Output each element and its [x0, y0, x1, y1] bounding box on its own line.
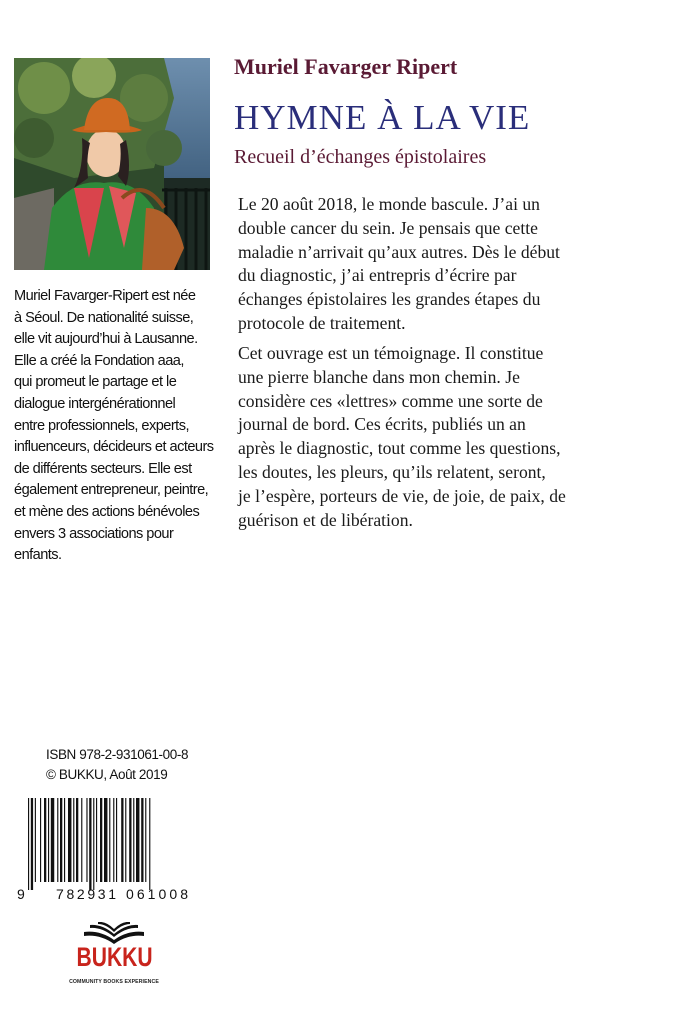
book-subtitle: Recueil d’échanges épistolaires [234, 146, 487, 168]
author-bio-line: envers 3 associations pour [14, 525, 174, 542]
author-bio-line: dialogue intergénérationnel [14, 395, 176, 412]
barcode-bar [28, 798, 29, 890]
barcode-bar [76, 798, 78, 882]
barcode-bar [44, 798, 46, 882]
barcode-bar [57, 798, 58, 882]
author-bio-line: Elle a créé la Fondation aaa, [14, 352, 184, 369]
barcode-bar [51, 798, 54, 882]
barcode-digits-left: 782931 [56, 886, 116, 902]
author-photo [14, 58, 210, 270]
barcode-bar [141, 798, 143, 882]
blurb-line: une pierre blanche dans mon chemin. Je [238, 366, 520, 387]
blurb-line: guérison et de libération. [238, 509, 413, 530]
blurb-line: maladie n’arrivait qu’aux autres. Dès le début [238, 241, 560, 262]
isbn-block [46, 745, 188, 785]
author-bio-line: de différents secteurs. Elle est [14, 460, 192, 477]
author-bio-line: Muriel Favarger-Ripert est née [14, 288, 196, 304]
barcode-digit-first: 9 [17, 886, 25, 902]
blurb-line: Cet ouvrage est un témoignage. Il constitue [238, 343, 544, 363]
blurb-line: échanges épistolaires les grandes étapes du [238, 289, 541, 310]
barcode-bar [109, 798, 110, 882]
barcode-bar [129, 798, 131, 882]
barcode-bar [48, 798, 49, 882]
blurb-line: double cancer du sein. Je pensais que cette [238, 217, 538, 238]
barcode-bar [104, 798, 107, 882]
publisher-name: BUKKU [76, 942, 153, 972]
blurb-line: protocole de traitement. [238, 312, 406, 333]
barcode-bar [40, 798, 41, 882]
blurb-paragraph-2 [238, 342, 658, 532]
author-bio [14, 286, 224, 567]
barcode-bar [96, 798, 97, 882]
barcode-bar [100, 798, 102, 882]
barcode-bar [93, 798, 94, 890]
author-name: Muriel Favarger Ripert [234, 54, 458, 79]
author-bio-line: entre professionnels, experts, [14, 417, 189, 434]
author-bio-line: et mène des actions bénévoles [14, 503, 200, 520]
blurb-line: Le 20 août 2018, le monde bascule. J’ai un [238, 194, 540, 214]
blurb-line: je l’espère, porteurs de vie, de joie, de paix, de [238, 485, 566, 506]
barcode-bars [28, 798, 150, 890]
blurb-line: du diagnostic, j’ai entrepris d’écrire par [238, 265, 517, 286]
barcode-bar [133, 798, 134, 882]
barcode-bar [121, 798, 123, 882]
author-bio-line: également entrepreneur, peintre, [14, 482, 209, 499]
isbn-number: ISBN 978-2-931061-00-8 [46, 747, 189, 762]
barcode-digits-right: 061008 [126, 886, 188, 902]
barcode-bar [68, 798, 71, 882]
barcode [14, 796, 204, 906]
barcode-bar [113, 798, 114, 882]
barcode-bar [31, 798, 33, 890]
copyright-line: © BUKKU, Août 2019 [46, 767, 168, 782]
barcode-bar [125, 798, 126, 882]
blurb-line: après le diagnostic, tout comme les questions, [238, 438, 561, 459]
barcode-bar [60, 798, 62, 882]
blurb-paragraph-1 [238, 193, 658, 336]
author-portrait-photo [14, 58, 210, 270]
barcode-bar [145, 798, 146, 882]
barcode-bar [64, 798, 65, 882]
author-bio-line: qui promeut le partage et le [14, 374, 177, 391]
book-title: HYMNE À LA VIE [234, 98, 531, 137]
barcode-bar [116, 798, 117, 882]
blurb-line: considère ces «lettres» comme une sorte de [238, 390, 543, 411]
barcode-bar [35, 798, 36, 882]
author-bio-line: enfants. [14, 547, 62, 564]
barcode-bar [81, 798, 82, 882]
author-bio-line: influenceurs, décideurs et acteurs [14, 439, 214, 456]
blurb-line: journal de bord. Ces écrits, publiés un an [238, 414, 526, 435]
author-bio-line: elle vit aujourd’hui à Lausanne. [14, 331, 198, 348]
author-bio-line: à Séoul. De nationalité suisse, [14, 309, 194, 326]
blurb-line: les doutes, les pleurs, qu’ils relatent, seront, [238, 461, 546, 482]
barcode-bar [149, 798, 150, 890]
barcode-bar [73, 798, 74, 882]
barcode-bar [136, 798, 139, 882]
barcode-bar [89, 798, 91, 890]
barcode-bar [86, 798, 87, 882]
publisher-tagline: COMMUNITY BOOKS EXPERIENCE [69, 979, 159, 985]
